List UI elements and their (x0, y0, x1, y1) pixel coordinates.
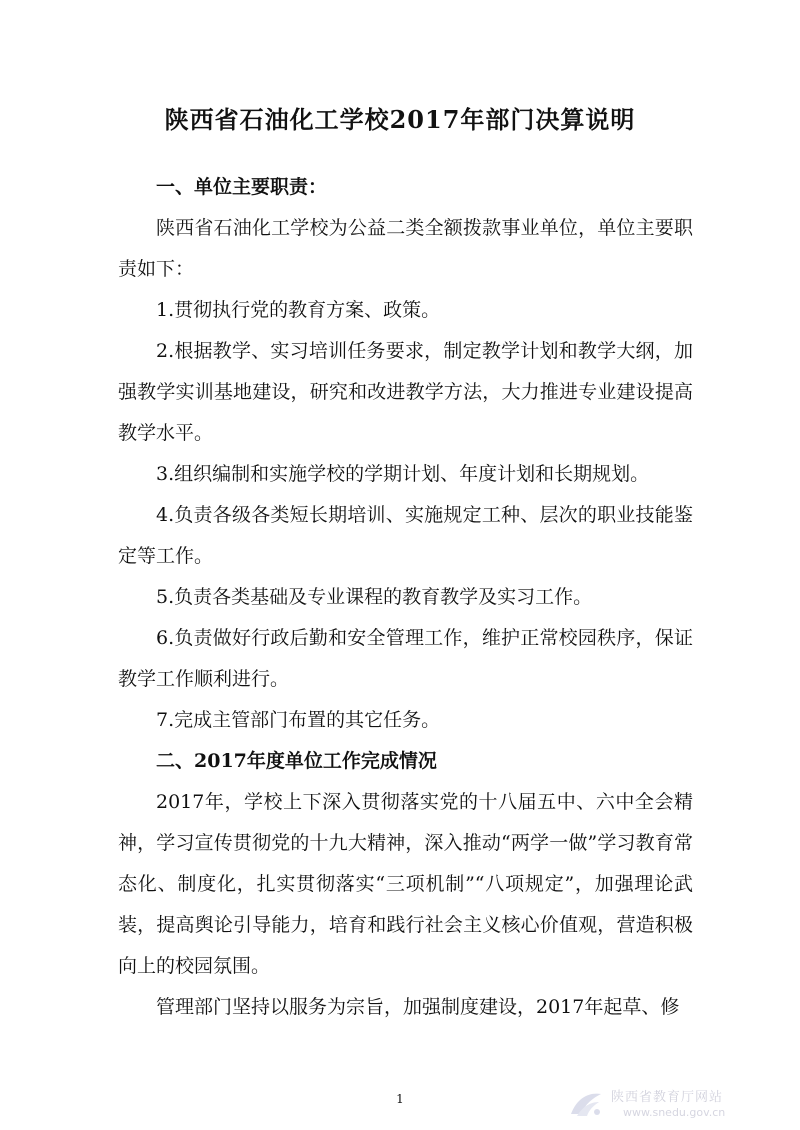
watermark-url: www.snedu.gov.cn (623, 1106, 726, 1119)
document-body (118, 167, 693, 1028)
list-item: 2.根据教学、实习培训任务要求，制定教学计划和教学大纲，加强教学实训基地建设，研究和改进教学方法，大力推进专业建设提高教学水平。 (118, 340, 693, 444)
list-item: 3.组织编制和实施学校的学期计划、年度计划和长期规划。 (156, 463, 650, 485)
page-number: 1 (396, 1092, 404, 1106)
paragraph: 管理部门坚持以服务为宗旨，加强制度建设，2017年起草、修 (156, 996, 680, 1018)
section-heading-responsibilities: 一、单位主要职责： (156, 176, 328, 198)
watermark-site-name: 陕西省教育厅网站 (611, 1090, 724, 1105)
list-item: 6.负责做好行政后勤和安全管理工作，维护正常校园秩序，保证教学工作顺利进行。 (118, 627, 693, 690)
list-item: 7.完成主管部门布置的其它任务。 (156, 709, 441, 731)
list-item: 5.负责各类基础及专业课程的教育教学及实习工作。 (156, 586, 593, 608)
site-watermark (567, 1084, 772, 1124)
paragraph: 2017年，学校上下深入贯彻落实党的十八届五中、六中全会精神，学习宣传贯彻党的十九大精神，深入推动“两学一做”学习教育常态化、制度化，扎实贯彻落实“三项机制”“八项规定”，加强理论武装，提高舆论引导能力，培育和践行社会主义核心价值观，营造积极向上的校园氛围。 (118, 791, 693, 977)
watermark-logo-icon (567, 1088, 605, 1120)
list-item: 1.贯彻执行党的教育方案、政策。 (156, 299, 441, 321)
list-item: 4.负责各级各类短长期培训、实施规定工种、层次的职业技能鉴定等工作。 (118, 504, 693, 567)
section-heading-work-completion: 二、2017年度单位工作完成情况 (156, 750, 437, 772)
paragraph-intro: 陕西省石油化工学校为公益二类全额拨款事业单位，单位主要职责如下： (118, 217, 693, 280)
document-title: 陕西省石油化工学校2017年部门决算说明 (164, 105, 636, 134)
